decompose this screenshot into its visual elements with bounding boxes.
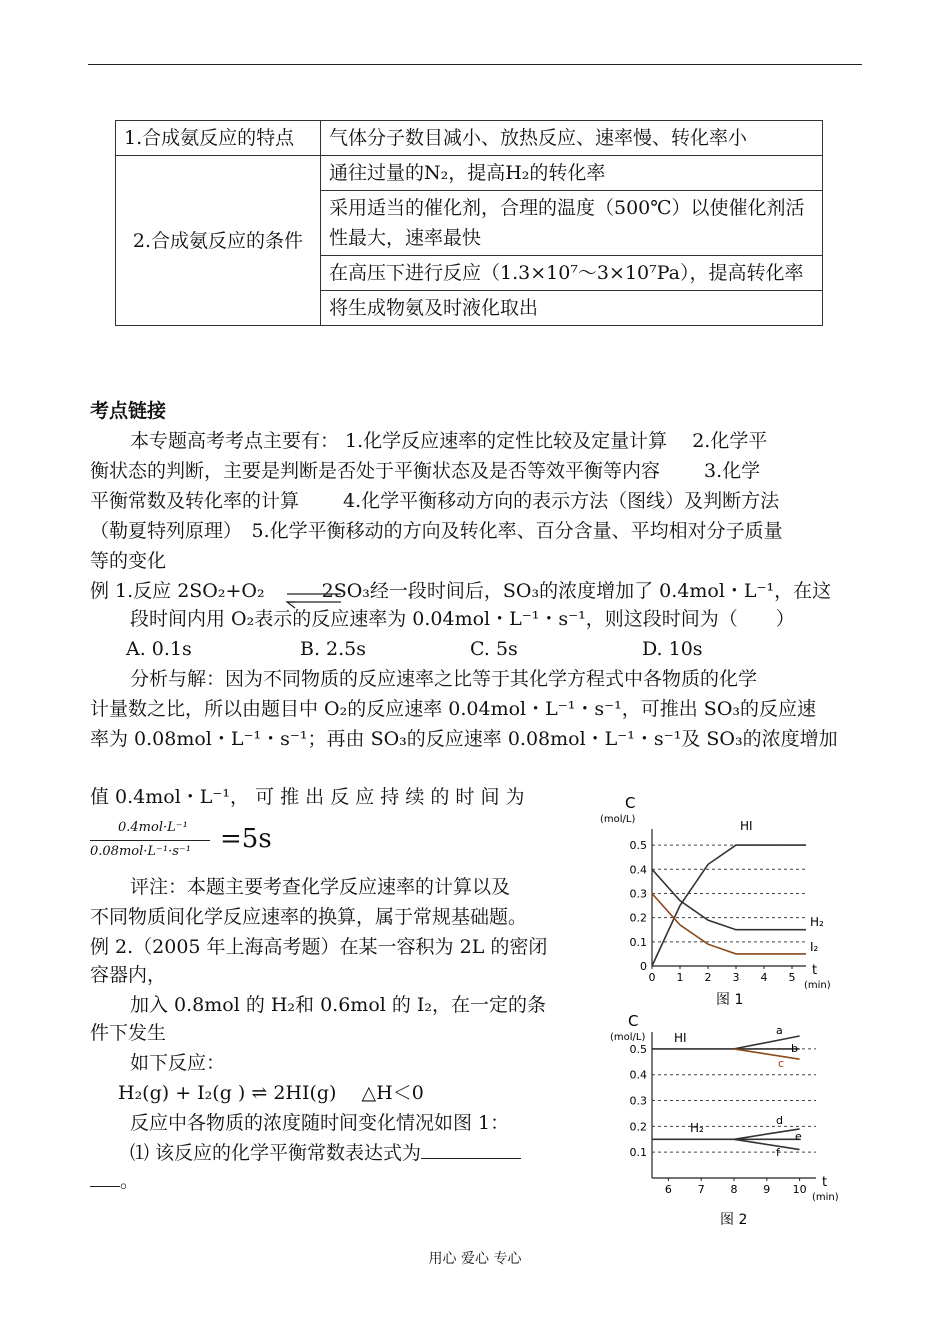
fig2-label-h2: H₂	[690, 1121, 704, 1135]
fig1-x-title: t	[812, 963, 818, 978]
x-tick-label: 6	[664, 1183, 672, 1196]
answer-blank-continued[interactable]	[90, 1166, 120, 1187]
figure-1-chart	[590, 788, 850, 1010]
y-tick-label: 0.1	[629, 1146, 647, 1160]
x-tick-label: 10	[792, 1183, 807, 1196]
y-tick-label: 0	[640, 960, 647, 973]
ammonia-synthesis-table	[115, 120, 823, 326]
y-tick-label: 0.5	[629, 839, 647, 853]
series-line-d	[734, 1036, 800, 1049]
fig1-label-hi: HI	[740, 819, 753, 833]
x-tick-label: 8	[730, 1183, 738, 1196]
x-tick-label: 3	[732, 971, 740, 984]
fig1-y-title: C	[625, 794, 636, 812]
y-tick-label: 0.2	[629, 911, 647, 925]
section-heading: 考点链接	[90, 400, 167, 422]
example2-line-7: 反应中各物质的浓度随时间变化情况如图 1：	[130, 1112, 510, 1134]
series-line-c	[734, 1049, 800, 1059]
fig1-x-unit: (min)	[804, 980, 831, 991]
series-line-I₂	[652, 894, 806, 954]
example2-line-4: 件下发生	[90, 1022, 167, 1044]
question-1	[130, 1138, 521, 1168]
series-line-H₂	[652, 869, 806, 929]
example1-line2: 段时间内用 O₂表示的反应速率为 0.04mol・L⁻¹・s⁻¹，则这段时间为（ ）	[130, 608, 795, 630]
fig2-x-unit: (min)	[812, 1192, 839, 1203]
comment-line-2: 不同物质间化学反应速率的换算，属于常规基础题。	[90, 906, 528, 928]
option-d: D. 10s	[642, 638, 703, 660]
figure-2-chart	[590, 1010, 850, 1232]
analysis-line-1: 分析与解：因为不同物质的反应速率之比等于其化学方程式中各物质的化学	[130, 668, 758, 690]
para-line-5: 等的变化	[90, 550, 167, 572]
para-line-1: 本专题高考考点主要有： 1.化学反应速率的定性比较及定量计算 2.化学平	[130, 430, 768, 452]
period: 。	[120, 1170, 140, 1192]
header-rule	[88, 64, 862, 65]
option-a: A. 0.1s	[126, 638, 192, 660]
fig1-caption: 图 1	[716, 992, 744, 1008]
series-line-HI	[652, 845, 806, 966]
y-tick-label: 0.3	[629, 1094, 647, 1108]
fig2-x-title: t	[822, 1175, 828, 1190]
fig2-label-d: d	[776, 1114, 783, 1127]
fig1-label-h2: H₂	[810, 915, 824, 929]
row1-value: 气体分子数目减小、放热反应、速率慢、转化率小	[321, 121, 823, 156]
y-tick-label: 0.1	[629, 935, 647, 949]
para-line-3: 平衡常数及转化率的计算 4.化学平衡移动方向的表示方法（图线）及判断方法	[90, 490, 780, 512]
y-tick-label: 0.4	[629, 1068, 647, 1082]
example2-line-3: 加入 0.8mol 的 H₂和 0.6mol 的 I₂，在一定的条	[130, 994, 547, 1016]
page-footer: 用心 爱心 专心	[428, 1251, 522, 1267]
example2-line-5: 如下反应：	[130, 1052, 226, 1074]
series-line-f	[734, 1139, 800, 1149]
fig2-label-f: f	[776, 1146, 780, 1159]
x-tick-label: 5	[788, 971, 796, 984]
fig1-y-unit: (mol/L)	[600, 814, 636, 825]
option-b: B. 2.5s	[300, 638, 367, 660]
condition-4: 将生成物氨及时液化取出	[321, 291, 823, 326]
y-tick-label: 0.5	[629, 1042, 647, 1056]
series-line-upper	[734, 1129, 800, 1139]
fig2-label-e: e	[795, 1130, 802, 1143]
row1-label: 1.合成氨反应的特点	[116, 121, 321, 156]
x-tick-label: 7	[697, 1183, 705, 1196]
question-1-end	[90, 1166, 139, 1196]
row2-label: 2.合成氨反应的条件	[116, 156, 321, 326]
example2-line-1: 例 2.（2005 年上海高考题）在某一容积为 2L 的密闭	[90, 936, 548, 958]
x-tick-label: 1	[676, 971, 684, 984]
fig2-label-hi: HI	[674, 1031, 687, 1045]
analysis-line-3: 率为 0.08mol・L⁻¹・s⁻¹；再由 SO₃的反应速率 0.08mol・L⁻¹・s⁻¹及 SO₃的浓度增加	[90, 728, 838, 750]
x-tick-label: 4	[760, 971, 768, 984]
option-c: C. 5s	[470, 638, 518, 660]
comment-line-1: 评注：本题主要考查化学反应速率的计算以及	[130, 876, 511, 898]
fraction-numerator: 0.4mol·L⁻¹	[118, 820, 188, 835]
condition-2: 采用适当的催化剂，合理的温度（500℃）以使催化剂活性最大，速率最快	[321, 191, 823, 256]
fig1-label-i2: I₂	[810, 940, 819, 954]
analysis-line-2: 计量数之比，所以由题目中 O₂的反应速率 0.04mol・L⁻¹・s⁻¹，可推出 SO₃的反应速	[90, 698, 817, 720]
y-tick-label: 0.2	[629, 1120, 647, 1134]
condition-3: 在高压下进行反应（1.3×10⁷～3×10⁷Pa），提高转化率	[321, 256, 823, 291]
question-1-text: ⑴ 该反应的化学平衡常数表达式为	[130, 1142, 422, 1164]
fig2-y-title: C	[628, 1012, 639, 1030]
y-tick-label: 0.3	[629, 887, 647, 901]
x-tick-label: 9	[763, 1183, 771, 1196]
para-line-4: （勒夏特列原理） 5.化学平衡移动的方向及转化率、百分含量、平均相对分子质量	[90, 520, 783, 542]
fraction-denominator: 0.08mol·L⁻¹·s⁻¹	[90, 844, 191, 859]
fig2-label-b: b	[791, 1042, 798, 1055]
x-tick-label: 2	[704, 971, 712, 984]
fraction-result: =5s	[220, 824, 272, 854]
fig2-label-c: c	[778, 1057, 785, 1070]
example2-line-2: 容器内，	[90, 964, 167, 986]
fig2-caption: 图 2	[720, 1212, 748, 1228]
condition-1: 通往过量的N₂，提高H₂的转化率	[321, 156, 823, 191]
x-tick-label: 0	[648, 971, 656, 984]
fig2-y-unit: (mol/L)	[610, 1032, 646, 1043]
example1-line1: 例 1.反应 2SO₂+O₂ 2SO₃经一段时间后，SO₃的浓度增加了 0.4mol・L⁻¹，在这	[90, 580, 832, 602]
fig2-label-a: a	[776, 1024, 783, 1037]
fraction-bar	[90, 840, 210, 841]
reaction-equation: H₂(g) + I₂(g ) ⇌ 2HI(g) △H＜0	[118, 1082, 424, 1104]
y-tick-label: 0.4	[629, 863, 647, 877]
analysis-line-4: 值 0.4mol・L⁻¹， 可 推 出 反 应 持 续 的 时 间 为	[90, 786, 525, 808]
para-line-2: 衡状态的判断，主要是判断是否处于平衡状态及是否等效平衡等内容 3.化学	[90, 460, 761, 482]
answer-blank[interactable]	[421, 1138, 521, 1159]
